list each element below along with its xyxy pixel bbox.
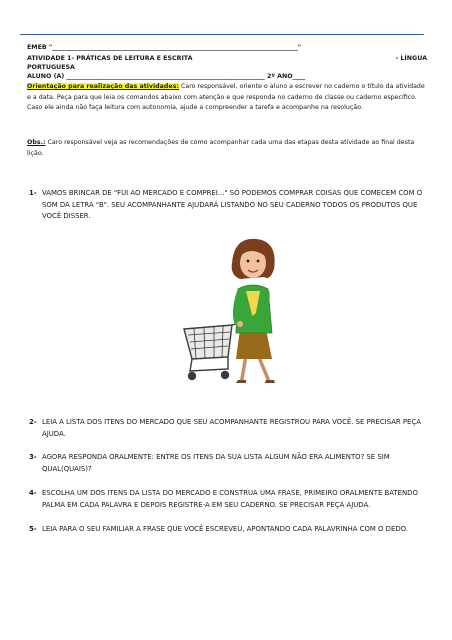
- question-2: [29, 417, 429, 440]
- school-label: EMEB "______________________________________________________________________________": [27, 44, 302, 51]
- subject-dash: - LÍNGUA: [395, 55, 427, 62]
- question-text: VAMOS BRINCAR DE "FUI AO MERCADO E COMPREI..." SÓ PODEMOS COMPRAR COISAS QUE COMECEM COM O SOM DA LETRA "B". SEU ACOMPANHANTE AJUDARÁ LISTANDO NO SEU CADERNO TODOS OS PRODUTOS QUE VOCÊ DISSER.: [42, 189, 423, 220]
- question-3: [29, 452, 429, 475]
- obs-label: Obs.:: [27, 139, 46, 146]
- question-number: 2-: [29, 418, 37, 426]
- activity-title: ATIVIDADE 1- PRÁTICAS DE LEITURA E ESCRITA: [27, 55, 193, 62]
- question-5: [29, 524, 429, 536]
- orientation-text: Caro responsável, oriente o aluno a escrever no caderno o título da atividade e a data. Peça para que leia os comandos abaixo com atenção e que responda no caderno de classe ou caderno específico. Caso ele ainda não faça leitura com autonomia, ajude a compreender a tarefa e acompanhe na resolução.: [27, 83, 425, 111]
- top-rule: [20, 34, 424, 35]
- obs-text: Caro responsável veja as recomendações de como acompanhar cada uma das etapas desta atividade ao final desta lição.: [27, 139, 415, 157]
- shopping-cart-icon: [184, 323, 240, 380]
- question-4: [29, 488, 429, 511]
- obs-paragraph: [27, 138, 427, 159]
- question-text: LEIA A LISTA DOS ITENS DO MERCADO QUE SEU ACOMPANHANTE REGISTROU PARA VOCÊ. SE PRECISAR PEÇA AJUDA.: [42, 418, 421, 438]
- question-text: LEIA PARA O SEU FAMILIAR A FRASE QUE VOCÊ ESCREVEU, APONTANDO CADA PALAVRINHA COM O DEDO.: [42, 525, 408, 533]
- grade-label: 2º ANO____: [266, 73, 306, 80]
- question-text: ESCOLHA UM DOS ITENS DA LISTA DO MERCADO E CONSTRUA UMA FRASE, PRIMEIRO ORALMENTE BATENDO PALMA EM CADA PALAVRA E DEPOIS REGISTRE-A EM SEU CADERNO. SE PRECISAR PEÇA AJUDA.: [42, 489, 418, 509]
- question-number: 1-: [29, 189, 37, 197]
- woman-shopping-cart-illustration: [180, 233, 280, 388]
- question-text: AGORA RESPONDA ORALMENTE: ENTRE OS ITENS DA SUA LISTA ALGUM NÃO ERA ALIMENTO? SE SIM QUAL(QUAIS)?: [42, 453, 390, 473]
- activity-line: [27, 55, 427, 64]
- skirt: [236, 329, 272, 359]
- school-line: [27, 44, 427, 53]
- question-number: 5-: [29, 525, 37, 533]
- student-label: ALUNO (A) _______________________________________________________________: [27, 73, 265, 80]
- orientation-paragraph: [27, 82, 427, 114]
- subject-line2: PORTUGUESA: [27, 64, 75, 71]
- orientation-label: Orientação para realização das atividades:: [27, 83, 179, 90]
- subject-line: [27, 64, 427, 73]
- student-line: [27, 73, 407, 82]
- question-number: 4-: [29, 489, 37, 497]
- question-number: 3-: [29, 453, 37, 461]
- question-1: [29, 188, 429, 223]
